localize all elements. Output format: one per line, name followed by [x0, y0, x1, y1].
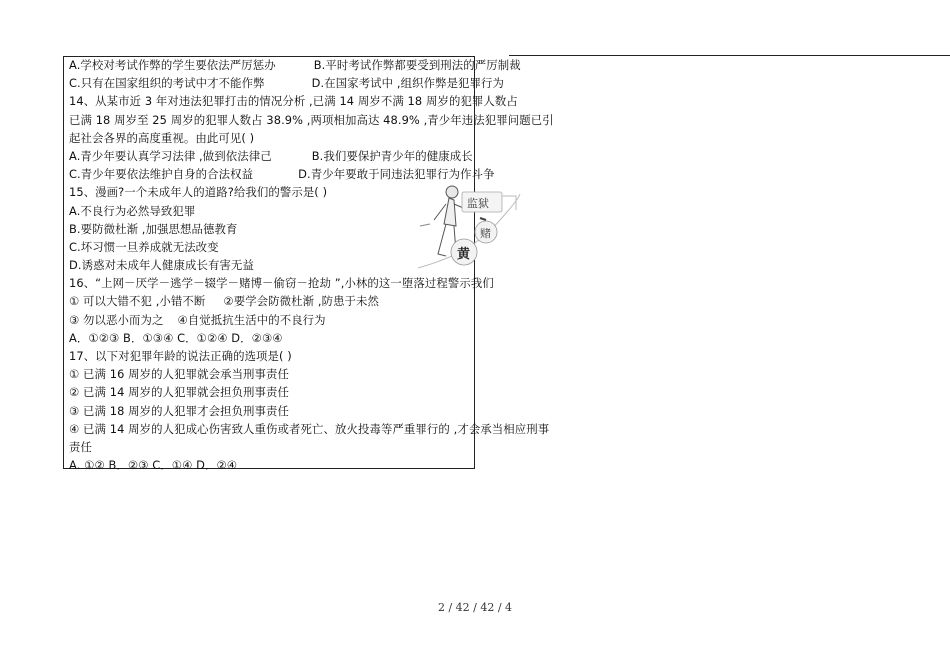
q16-item-3: ③ 勿以恶小而为之	[69, 312, 164, 327]
q17-item-2: ② 已满 14 周岁的人犯罪就会担负刑事责任	[69, 385, 290, 400]
q13-option-a: A.学校对考试作弊的学生要依法严厉惩办	[69, 58, 276, 72]
q15-option-d: D.诱惑对未成年人健康成长有害无益	[69, 258, 254, 273]
q16-options: A．①②③ B．①③④ C．①②④ D．②③④	[69, 330, 283, 345]
q17-stem: 17、以下对犯罪年龄的说法正确的选项是( )	[69, 349, 292, 363]
q13-options-ab	[69, 56, 589, 74]
q13-options-cd	[69, 74, 589, 92]
q15-stem: 15、漫画?一个未成年人的道路?给我们的警示是( )	[69, 185, 328, 200]
cartoon-illustration	[416, 180, 524, 272]
q14-option-a: A.青少年要认真学习法律 ,做到依法律己	[69, 148, 272, 163]
q16-item-4: ④自觉抵抗生活中的不良行为	[177, 312, 326, 327]
q14-option-c: C.青少年要依法维护自身的合法权益	[69, 167, 254, 182]
q14-stem-line-3: 起社会各界的高度重视。由此可见( )	[69, 130, 255, 145]
gamble-stone-label: 赌	[480, 227, 491, 240]
q14-option-b: B.我们要保护青少年的健康成长	[311, 148, 473, 163]
q17-item-1: ① 已满 16 周岁的人犯罪就会承当刑事责任	[69, 367, 290, 382]
q14-stem-line-1: 14、从某市近 3 年对违法犯罪打击的情况分析 ,已满 14 周岁不满 18 周岁的犯罪人数占	[69, 94, 518, 109]
q17-item-4-continued: 责任	[69, 439, 92, 454]
porn-stone-label: 黄	[457, 247, 471, 262]
q17-options: A. ①② B．②③ C．①④ D．②④	[69, 458, 238, 473]
q17-item-3: ③ 已满 18 周岁的人犯罪才会担负刑事责任	[69, 403, 290, 418]
q17-item-4: ④ 已满 14 周岁的人犯成心伤害致人重伤或者死亡、放火投毒等严重罪行的 ,才会承当相应刑事	[69, 421, 550, 436]
prison-sign-label: 监狱	[467, 197, 489, 210]
q16-items-34	[69, 311, 589, 329]
q15-option-b: B.要防微杜渐 ,加强思想品德教育	[69, 221, 238, 236]
q14-option-d: D.青少年要敢于同违法犯罪行为作斗争	[298, 167, 495, 182]
q14-stem-line-2: 已满 18 周岁至 25 周岁的犯罪人数占 38.9% ,两项相加高达 48.9% ,青少年违法犯罪问题已引	[69, 112, 554, 127]
q16-items-12	[69, 292, 589, 310]
q13-option-d: D.在国家考试中 ,组织作弊是犯罪行为	[311, 76, 505, 91]
q16-item-1: ① 可以大错不犯 ,小错不断	[69, 294, 206, 309]
q16-item-2: ②要学会防微杜渐 ,防患于未然	[223, 294, 380, 309]
q13-option-b: B.平时考试作弊都要受到刑法的严厉制裁	[313, 58, 521, 72]
q14-options-ab	[69, 147, 589, 165]
q15-option-c: C.坏习惯一旦养成就无法改变	[69, 239, 219, 254]
q13-option-c: C.只有在国家组织的考试中才不能作弊	[69, 76, 265, 91]
q15-option-a: A.不良行为必然导致犯罪	[69, 203, 196, 218]
q16-stem: 16、“上网－厌学－逃学－辍学－赌博－偷窃－抢劫 ”,小林的这一堕落过程警示我们	[69, 276, 494, 291]
page-number: 2 / 42 / 42 / 4	[437, 601, 513, 614]
